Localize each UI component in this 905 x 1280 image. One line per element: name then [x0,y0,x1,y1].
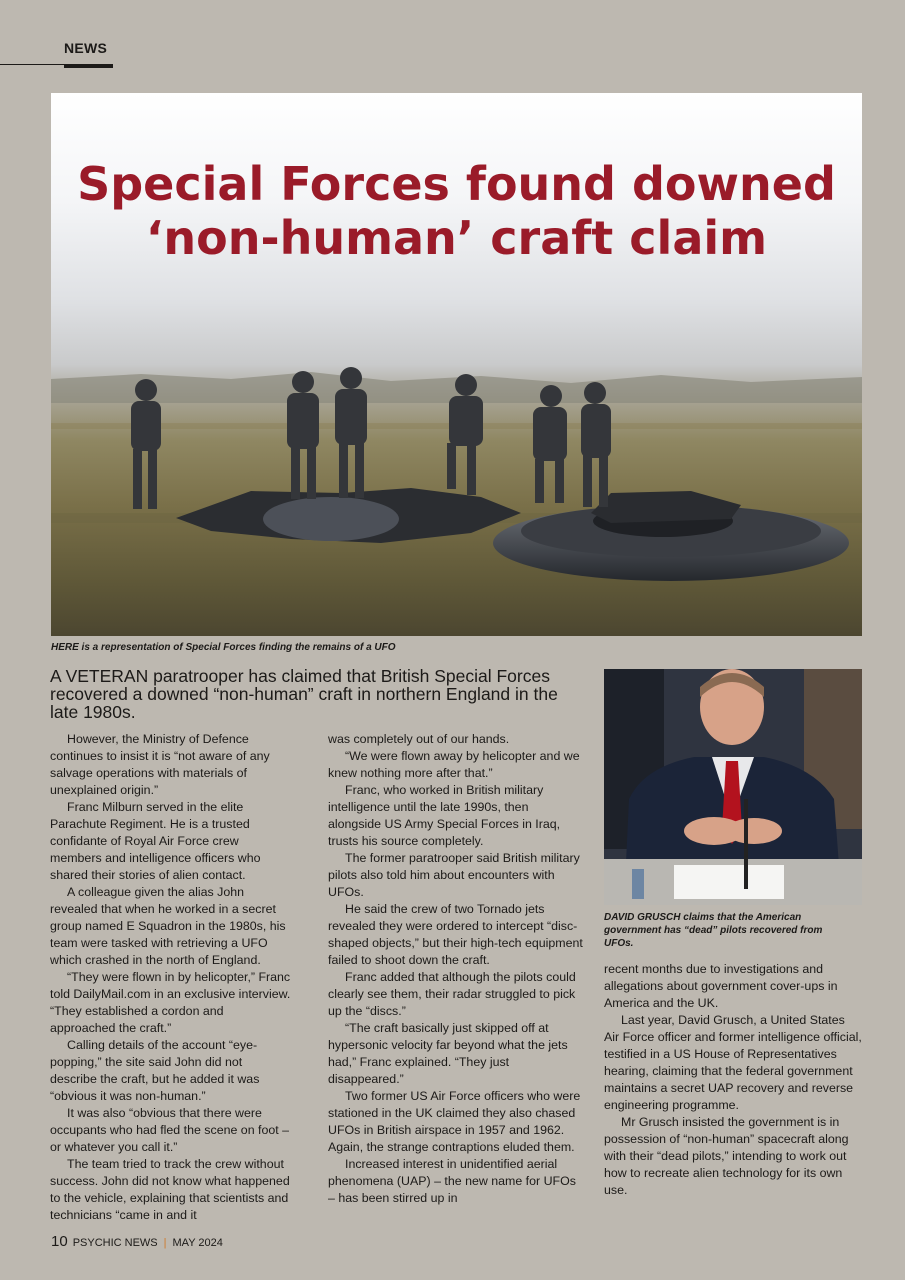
paragraph: It was also “obvious that there were occupants who had fled the scene on foot – or whatever you call it.” [50,1106,290,1154]
section-label: NEWS [64,40,108,56]
header-rule-accent [64,64,113,68]
paragraph-continued: was completely out of our hands. [328,732,510,746]
page-footer [51,1233,223,1250]
publication-name: PSYCHIC NEWS [72,1237,158,1249]
paragraph: “We were flown away by helicopter and we knew nothing more after that.” [328,749,580,780]
paragraph: The team tried to track the crew without success. John did not know what happened to the vehicle, explaining that scientists and technicians “came in and it [50,1157,290,1222]
headline-line-2: ‘non-human’ craft claim [145,211,768,265]
grusch-photo-caption: DAVID GRUSCH claims that the American government has “dead” pilots recovered from UFOs. [604,912,823,949]
paragraph: The former paratrooper said British military pilots also told him about encounters with UFOs. [328,851,580,899]
article-column-2 [328,731,584,1207]
grusch-photo-illustration [604,669,862,905]
issue-date: MAY 2024 [172,1237,223,1249]
paragraph: “They were flown in by helicopter,” Franc told DailyMail.com in an exclusive interview. “They established a cordon and approached the craft.” [50,970,291,1035]
headline [51,157,862,265]
paragraph: Franc Milburn served in the elite Parachute Regiment. He is a trusted confidante of Royal Air Force crew members and intelligence officers who shared their stories of alien contact. [50,800,261,882]
lead-paragraph: A VETERAN paratrooper has claimed that British Special Forces recovered a downed “non-human” craft in northern England in the late 1980s. [50,666,558,722]
paragraph: Increased interest in unidentified aerial phenomena (UAP) – the new name for UFOs – has been stirred up in [328,1157,576,1205]
paragraph: He said the crew of two Tornado jets revealed they were ordered to intercept “disc-shaped objects,” but their high-tech equipment failed to shoot down the craft. [328,902,583,967]
page-number: 10 [51,1233,68,1250]
hero-caption: HERE is a representation of Special Forces finding the remains of a UFO [51,642,396,653]
paragraph: Two former US Air Force officers who were stationed in the UK claimed they also chased UFOs in British airspace in 1957 and 1962. Again, the strange contraptions eluded them. [328,1089,581,1154]
hero-image [51,93,862,636]
paragraph: Mr Grusch insisted the government is in possession of “non-human” spacecraft along with their “dead pilots,” intending to work out how to recreate alien technology for its own use. [604,1115,849,1197]
paragraph: Franc added that although the pilots could clearly see them, their radar struggled to pick up the “discs.” [328,970,576,1018]
paragraph: A colleague given the alias John revealed that when he worked in a secret group named E Squadron in the 1980s, his team were tasked with retrieving a UFO which crashed in the north of England. [50,885,286,967]
headline-line-1: Special Forces found downed [77,157,836,211]
footer-separator: | [163,1237,167,1249]
paragraph: “The craft basically just skipped off at hypersonic velocity far beyond what the jets had,” Franc explained. “They just disappeared.” [328,1021,568,1086]
paragraph: However, the Ministry of Defence continues to insist it is “not aware of any salvage operations with materials of unexplained origin.” [50,732,270,797]
paragraph: Franc, who worked in British military intelligence until the late 1990s, then alongside US Army Special Forces in Iraq, trusts his source completely. [328,783,561,848]
paragraph: Last year, David Grusch, a United States Air Force officer and former intelligence official, testified in a US House of Representatives hearing, claiming that the federal government maintains a secret UAP recovery and reverse engineering programme. [604,1013,862,1112]
paragraph: Calling details of the account “eye-popping,” the site said John did not describe the craft, but he added it was “obvious it was non-human.” [50,1038,260,1103]
article-column-1 [50,731,292,1224]
article-column-3 [604,961,862,1199]
paragraph-continued: recent months due to investigations and allegations about government cover-ups in America and the UK. [604,962,838,1010]
grusch-photo [604,669,862,905]
